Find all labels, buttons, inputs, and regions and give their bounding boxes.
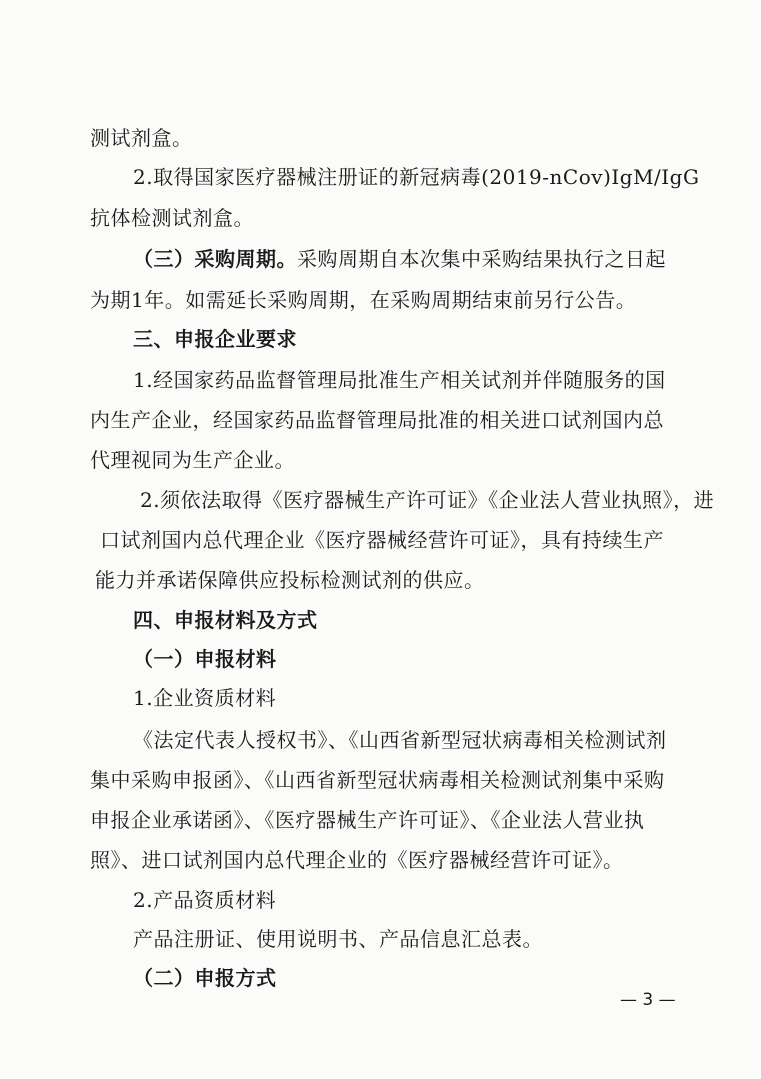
text-line: 口试剂国内总代理企业《医疗器械经营许可证》，具有持续生产 [100,528,664,552]
text-line: 《法定代表人授权书》、《山西省新型冠状病毒相关检测试剂 [133,728,667,752]
text-line: 2.须依法取得《医疗器械生产许可证》《企业法人营业执照》，进 [140,488,715,512]
text-line: 集中采购申报函》、《山西省新型冠状病毒相关检测试剂集中采购 [90,768,665,792]
text-line: 产品注册证、使用说明书、产品信息汇总表。 [133,927,543,951]
page-number: — 3 — [620,990,676,1010]
text-line: 1.经国家药品监督管理局批准生产相关试剂并伴随服务的国 [133,368,666,392]
section-heading: 四、申报材料及方式 [133,608,318,632]
text-line: 照》、进口试剂国内总代理企业的《医疗器械经营许可证》。 [90,848,624,872]
text-line: 为期1年。如需延长采购周期，在采购周期结束前另行公告。 [90,288,637,312]
subsection-heading: （一）申报材料 [133,647,277,671]
text-line: 内生产企业，经国家药品监督管理局批准的相关进口试剂国内总 [90,408,664,432]
text-line: 抗体检测试剂盒。 [90,206,254,230]
text-line: 能力并承诺保障供应投标检测试剂的供应。 [95,568,485,592]
text-line: 1.企业资质材料 [133,686,277,710]
text-line-procurement-period [0,245,761,273]
text-line: 测试剂盒。 [90,126,193,150]
text-line: 申报企业承诺函》、《医疗器械生产许可证》、《企业法人营业执 [90,808,645,832]
bold-lead: （三）采购周期。 [133,247,297,271]
subsection-heading: （二）申报方式 [133,966,277,990]
text-run: 采购周期自本次集中采购结果执行之日起 [297,247,666,271]
section-heading: 三、申报企业要求 [133,327,297,351]
text-line: 2.取得国家医疗器械注册证的新冠病毒(2019-nCov)IgM/IgG [133,165,700,189]
text-line: 2.产品资质材料 [133,888,277,912]
text-line: 代理视同为生产企业。 [90,448,295,472]
